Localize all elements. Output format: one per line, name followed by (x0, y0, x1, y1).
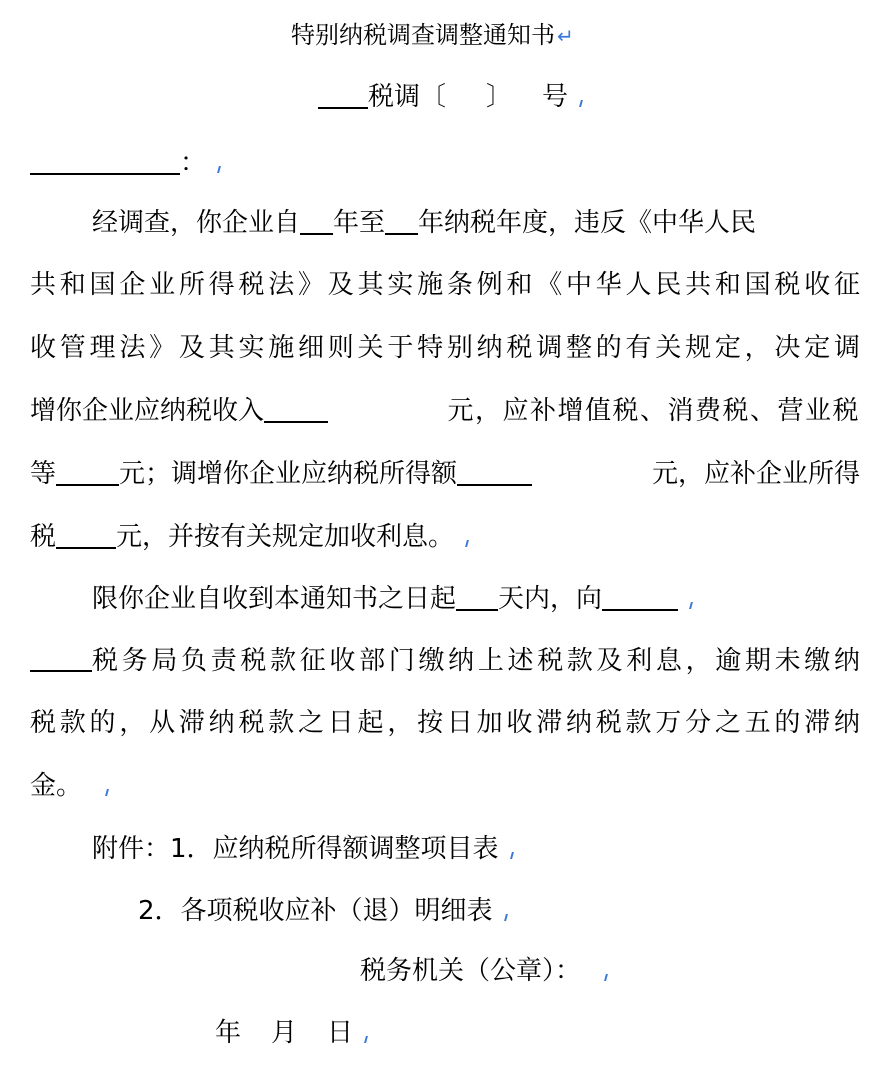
day-label: 日 (327, 1018, 354, 1048)
start-year-blank[interactable] (300, 207, 333, 235)
para1-line2: 共和国企业所得税法》及其实施条例和《中华人民共和国税收征 (30, 270, 860, 300)
recipient-blank[interactable] (30, 147, 180, 175)
year-label: 年 (215, 1018, 242, 1048)
recipient-colon: ： (180, 148, 207, 178)
text: 元，应补企业所得 (651, 459, 860, 489)
paragraph-mark-icon (213, 166, 221, 173)
title-text: 特别纳税调查调整通知书 (291, 21, 555, 49)
attachment-item: 2．各项税收应补（退）明细表 (138, 896, 493, 926)
document-number (318, 80, 582, 114)
text: 元，并按有关规定加收利息。 (116, 522, 455, 552)
text: 限你企业自收到本通知书之日起 (92, 584, 457, 614)
taxable-income-blank[interactable] (457, 458, 532, 486)
recipient-line (30, 146, 220, 180)
doc-number-close: 〕 (486, 82, 513, 112)
para1-line4 (30, 394, 860, 428)
attachment-label: 附件： (92, 834, 171, 864)
text: 经调查，你企业自 (92, 208, 301, 238)
paragraph-mark-icon (360, 1036, 368, 1043)
text: 税 (30, 522, 57, 552)
paragraph-mark-icon (685, 602, 693, 609)
para2-line1 (92, 582, 692, 616)
paragraph-return-icon: ↵ (557, 24, 574, 48)
month-label: 月 (271, 1018, 298, 1048)
attachment-2 (138, 894, 507, 928)
attachment-1 (92, 832, 513, 866)
tax-bureau-blank[interactable] (602, 583, 678, 611)
tax-amount-blank[interactable] (56, 458, 119, 486)
para1-line3: 收管理法》及其实施细则关于特别纳税调整的有关规定，决定调 (30, 333, 860, 363)
text: 增你企业应纳税收入 (30, 396, 265, 426)
para1-line6 (30, 520, 468, 554)
income-tax-blank[interactable] (56, 521, 116, 549)
text: 等 (30, 459, 57, 489)
authority-text: 税务机关（公章）： (360, 956, 582, 986)
end-year-blank[interactable] (385, 207, 418, 235)
attachment-item: 1．应纳税所得额调整项目表 (170, 834, 499, 864)
document-title (291, 18, 574, 53)
text: 元，应补增值税、消费税、营业税 (447, 396, 860, 426)
bureau-name-blank[interactable] (30, 644, 92, 672)
doc-number-mid: 税调〔 (368, 82, 447, 112)
paragraph-mark-icon (461, 540, 469, 547)
para1-line5 (30, 457, 860, 491)
paragraph-mark-icon (506, 852, 514, 859)
text: 年纳税年度，违反《中华人民 (418, 208, 757, 238)
para2-line3: 税款的，从滞纳税款之日起，按日加收滞纳税款万分之五的滞纳 (30, 708, 860, 738)
para2-line4 (30, 769, 108, 803)
prefix-blank[interactable] (318, 81, 368, 109)
income-blank[interactable] (264, 395, 328, 423)
doc-number-suffix: 号 (542, 82, 569, 112)
para2-line2 (30, 644, 860, 678)
text: 税务局负责税款征收部门缴纳上述税款及利息，逾期未缴纳 (92, 646, 860, 676)
signature-authority (360, 954, 607, 988)
text: 年至 (333, 208, 386, 238)
days-blank[interactable] (456, 583, 498, 611)
para1-line1 (92, 206, 756, 240)
paragraph-mark-icon (600, 974, 608, 981)
paragraph-mark-icon (575, 100, 583, 107)
text: 金。 (30, 771, 83, 801)
signature-date (215, 1016, 367, 1050)
text: 天内，向 (498, 584, 603, 614)
text: 元；调增你企业应纳税所得额 (119, 459, 458, 489)
paragraph-mark-icon (500, 914, 508, 921)
paragraph-mark-icon (101, 789, 109, 796)
